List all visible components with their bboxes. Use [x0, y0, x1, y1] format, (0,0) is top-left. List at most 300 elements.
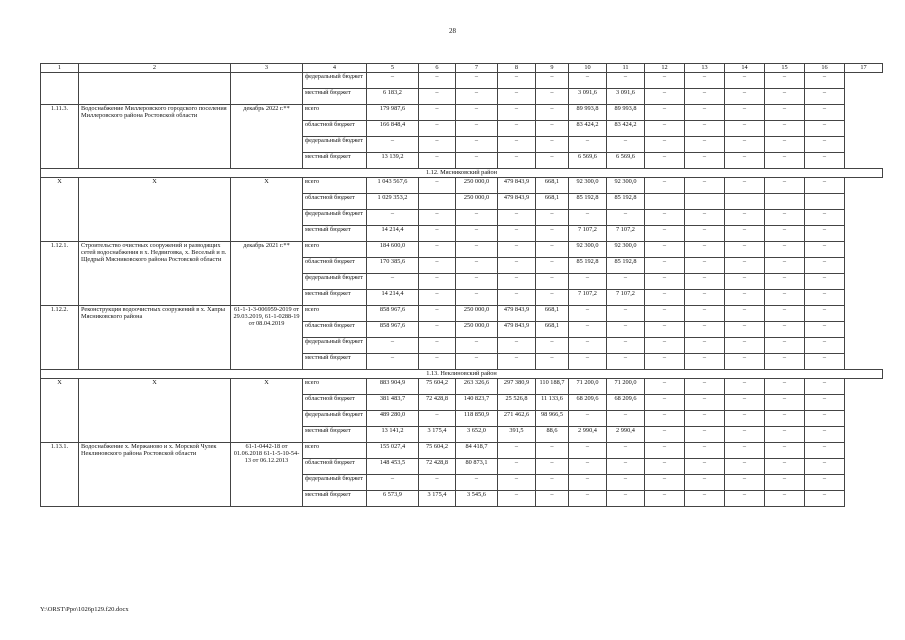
value-cell: –	[805, 395, 845, 411]
value-cell: –	[536, 491, 569, 507]
value-cell: –	[805, 475, 845, 491]
value-cell: 250 000,0	[456, 322, 498, 338]
header-row	[41, 64, 883, 73]
item-name: Х	[79, 178, 231, 242]
value-cell: –	[725, 105, 765, 121]
value-cell: –	[725, 306, 765, 322]
funding-source: федеральный бюджет	[303, 338, 367, 354]
funding-source: всего	[303, 178, 367, 194]
item-name	[79, 73, 231, 105]
value-cell: 3 175,4	[419, 427, 456, 443]
column-header: 2	[79, 64, 231, 73]
value-cell: 110 188,7	[536, 379, 569, 395]
value-cell: –	[765, 443, 805, 459]
value-cell: 6 573,9	[367, 491, 419, 507]
value-cell: 6 183,2	[367, 89, 419, 105]
value-cell: –	[685, 89, 725, 105]
value-cell: 184 600,0	[367, 242, 419, 258]
value-cell: 88,6	[536, 427, 569, 443]
table-row	[41, 443, 883, 459]
value-cell: –	[536, 137, 569, 153]
value-cell: –	[765, 258, 805, 274]
value-cell: –	[685, 274, 725, 290]
value-cell: 479 843,9	[498, 322, 536, 338]
funding-source: федеральный бюджет	[303, 137, 367, 153]
funding-source: областной бюджет	[303, 322, 367, 338]
value-cell: –	[367, 338, 419, 354]
value-cell: 71 200,0	[569, 379, 607, 395]
value-cell: 668,1	[536, 178, 569, 194]
value-cell: 250 000,0	[456, 178, 498, 194]
value-cell: 83 424,2	[569, 121, 607, 137]
column-header: 9	[536, 64, 569, 73]
value-cell: –	[765, 89, 805, 105]
column-header: 3	[231, 64, 303, 73]
value-cell: –	[725, 475, 765, 491]
file-path-footer: Y:\ORST\Ppo\1026p129.f20.docx	[40, 606, 129, 613]
value-cell: –	[685, 443, 725, 459]
value-cell: –	[685, 427, 725, 443]
value-cell: –	[456, 338, 498, 354]
value-cell: –	[765, 73, 805, 89]
item-date: декабрь 2022 г.**	[231, 105, 303, 169]
value-cell: –	[725, 137, 765, 153]
value-cell: –	[645, 459, 685, 475]
value-cell: –	[536, 274, 569, 290]
section-row	[41, 169, 883, 178]
value-cell: –	[569, 274, 607, 290]
column-header: 7	[456, 64, 498, 73]
value-cell: –	[725, 338, 765, 354]
item-number: Х	[41, 178, 79, 242]
value-cell: –	[456, 89, 498, 105]
value-cell: –	[569, 491, 607, 507]
value-cell: –	[607, 338, 645, 354]
value-cell: –	[456, 73, 498, 89]
value-cell: –	[456, 105, 498, 121]
value-cell: –	[498, 459, 536, 475]
value-cell: –	[685, 475, 725, 491]
value-cell: 85 192,8	[569, 258, 607, 274]
value-cell: –	[645, 354, 685, 370]
funding-source: федеральный бюджет	[303, 210, 367, 226]
value-cell: –	[685, 411, 725, 427]
value-cell: –	[765, 475, 805, 491]
value-cell: –	[645, 242, 685, 258]
item-number: 1.13.1.	[41, 443, 79, 507]
value-cell: –	[536, 121, 569, 137]
value-cell: 858 967,6	[367, 322, 419, 338]
value-cell: –	[765, 427, 805, 443]
column-header: 15	[765, 64, 805, 73]
funding-source: федеральный бюджет	[303, 475, 367, 491]
funding-source: областной бюджет	[303, 258, 367, 274]
section-title: 1.13. Неклиновский район	[41, 370, 883, 379]
value-cell: –	[456, 258, 498, 274]
value-cell: 263 326,6	[456, 379, 498, 395]
funding-source: всего	[303, 306, 367, 322]
value-cell: –	[645, 491, 685, 507]
value-cell: –	[805, 89, 845, 105]
value-cell: 85 192,8	[607, 194, 645, 210]
value-cell: –	[685, 210, 725, 226]
value-cell: 668,1	[536, 194, 569, 210]
value-cell: –	[367, 210, 419, 226]
value-cell: –	[765, 491, 805, 507]
value-cell: 75 604,2	[419, 443, 456, 459]
value-cell: –	[685, 137, 725, 153]
value-cell: –	[645, 306, 685, 322]
value-cell: –	[419, 274, 456, 290]
value-cell: –	[805, 338, 845, 354]
item-date: Х	[231, 178, 303, 242]
item-number: 1.12.2.	[41, 306, 79, 370]
value-cell: 6 569,6	[607, 153, 645, 169]
value-cell: –	[456, 226, 498, 242]
value-cell: –	[419, 338, 456, 354]
value-cell: 92 300,0	[569, 242, 607, 258]
value-cell: 489 280,0	[367, 411, 419, 427]
value-cell: –	[419, 290, 456, 306]
value-cell: –	[607, 354, 645, 370]
value-cell: –	[725, 395, 765, 411]
funding-source: местный бюджет	[303, 89, 367, 105]
value-cell: –	[805, 411, 845, 427]
value-cell: –	[607, 443, 645, 459]
value-cell: –	[805, 105, 845, 121]
column-header: 16	[805, 64, 845, 73]
value-cell: 83 424,2	[607, 121, 645, 137]
value-cell: –	[765, 379, 805, 395]
value-cell: –	[725, 242, 765, 258]
value-cell: –	[765, 137, 805, 153]
value-cell: –	[419, 105, 456, 121]
value-cell: –	[607, 491, 645, 507]
value-cell: 140 823,7	[456, 395, 498, 411]
value-cell: –	[805, 226, 845, 242]
item-date: декабрь 2021 г.**	[231, 242, 303, 306]
value-cell: –	[645, 427, 685, 443]
value-cell: –	[607, 137, 645, 153]
funding-source: местный бюджет	[303, 427, 367, 443]
value-cell: –	[805, 178, 845, 194]
value-cell: –	[645, 153, 685, 169]
value-cell: 3 652,0	[456, 427, 498, 443]
value-cell: –	[536, 258, 569, 274]
value-cell: –	[536, 89, 569, 105]
value-cell: –	[607, 210, 645, 226]
page-number: 28	[449, 27, 456, 35]
value-cell: –	[419, 210, 456, 226]
value-cell: –	[569, 411, 607, 427]
value-cell: 92 300,0	[607, 242, 645, 258]
value-cell: –	[569, 73, 607, 89]
value-cell: –	[498, 73, 536, 89]
value-cell: –	[645, 379, 685, 395]
value-cell: –	[419, 354, 456, 370]
value-cell: –	[805, 274, 845, 290]
value-cell: –	[498, 274, 536, 290]
value-cell: –	[569, 137, 607, 153]
value-cell: –	[645, 290, 685, 306]
value-cell: 858 967,6	[367, 306, 419, 322]
value-cell: –	[765, 338, 805, 354]
funding-source: местный бюджет	[303, 354, 367, 370]
value-cell: 68 209,6	[607, 395, 645, 411]
value-cell: 2 990,4	[607, 427, 645, 443]
column-header: 11	[607, 64, 645, 73]
value-cell: 391,5	[498, 427, 536, 443]
value-cell: –	[725, 322, 765, 338]
value-cell: –	[645, 411, 685, 427]
value-cell: –	[805, 322, 845, 338]
value-cell: –	[456, 274, 498, 290]
value-cell: –	[805, 258, 845, 274]
value-cell: –	[765, 306, 805, 322]
value-cell: 3 545,6	[456, 491, 498, 507]
funding-source: местный бюджет	[303, 290, 367, 306]
value-cell: –	[765, 121, 805, 137]
item-number	[41, 73, 79, 105]
value-cell: –	[419, 121, 456, 137]
funding-source: местный бюджет	[303, 491, 367, 507]
value-cell: 14 214,4	[367, 226, 419, 242]
value-cell: –	[685, 354, 725, 370]
value-cell: 3 091,6	[607, 89, 645, 105]
value-cell: –	[645, 105, 685, 121]
value-cell: –	[569, 338, 607, 354]
item-name: Водоснабжение х. Мержаново и х. Морской Чулек Неклиновского района Ростовской области	[79, 443, 231, 507]
value-cell: –	[725, 459, 765, 475]
value-cell: 68 209,6	[569, 395, 607, 411]
value-cell: –	[536, 242, 569, 258]
value-cell: –	[725, 354, 765, 370]
funding-source: федеральный бюджет	[303, 274, 367, 290]
item-name: Водоснабжение Миллеровского городского поселения Миллеровского района Ростовской области	[79, 105, 231, 169]
value-cell: –	[685, 258, 725, 274]
value-cell	[419, 194, 456, 210]
value-cell: –	[456, 153, 498, 169]
item-number: 1.12.1.	[41, 242, 79, 306]
value-cell: 84 418,7	[456, 443, 498, 459]
value-cell: –	[419, 242, 456, 258]
value-cell: –	[536, 210, 569, 226]
value-cell: 72 428,8	[419, 395, 456, 411]
value-cell: –	[367, 73, 419, 89]
value-cell: 170 385,6	[367, 258, 419, 274]
column-header: 10	[569, 64, 607, 73]
value-cell: –	[725, 121, 765, 137]
value-cell: 479 843,9	[498, 178, 536, 194]
value-cell: –	[765, 290, 805, 306]
value-cell: –	[685, 73, 725, 89]
item-date: 61-1-1-3-006959-2019 от 29.03.2019, 61-1-0288-19 от 08.04.2019	[231, 306, 303, 370]
value-cell: 155 027,4	[367, 443, 419, 459]
value-cell: –	[645, 443, 685, 459]
value-cell: –	[456, 210, 498, 226]
value-cell: –	[419, 137, 456, 153]
value-cell: –	[498, 242, 536, 258]
value-cell: –	[805, 306, 845, 322]
value-cell: –	[725, 274, 765, 290]
value-cell: –	[805, 242, 845, 258]
value-cell: –	[569, 210, 607, 226]
value-cell: –	[765, 226, 805, 242]
value-cell: –	[419, 73, 456, 89]
value-cell: –	[645, 274, 685, 290]
value-cell: 118 850,9	[456, 411, 498, 427]
value-cell: –	[419, 475, 456, 491]
value-cell: –	[607, 73, 645, 89]
value-cell: –	[805, 121, 845, 137]
value-cell: 7 107,2	[569, 226, 607, 242]
value-cell: –	[419, 226, 456, 242]
value-cell: –	[765, 395, 805, 411]
value-cell: 13 139,2	[367, 153, 419, 169]
column-header: 12	[645, 64, 685, 73]
table-row	[41, 73, 883, 89]
value-cell: –	[725, 379, 765, 395]
value-cell: –	[645, 137, 685, 153]
value-cell: 98 966,5	[536, 411, 569, 427]
value-cell: –	[419, 411, 456, 427]
column-header: 1	[41, 64, 79, 73]
value-cell: –	[607, 322, 645, 338]
value-cell: –	[536, 338, 569, 354]
value-cell: 92 300,0	[607, 178, 645, 194]
value-cell: –	[456, 242, 498, 258]
value-cell: –	[419, 153, 456, 169]
value-cell: 668,1	[536, 322, 569, 338]
value-cell: –	[536, 443, 569, 459]
value-cell: –	[805, 379, 845, 395]
value-cell: –	[685, 290, 725, 306]
value-cell: –	[498, 475, 536, 491]
value-cell: –	[569, 459, 607, 475]
table-row	[41, 306, 883, 322]
value-cell: –	[498, 491, 536, 507]
table-row	[41, 379, 883, 395]
value-cell: –	[685, 459, 725, 475]
value-cell: 668,1	[536, 306, 569, 322]
value-cell: –	[498, 137, 536, 153]
funding-source: областной бюджет	[303, 395, 367, 411]
value-cell: –	[367, 475, 419, 491]
column-header: 14	[725, 64, 765, 73]
value-cell: 381 483,7	[367, 395, 419, 411]
value-cell: –	[685, 226, 725, 242]
item-name: Строительство очистных сооружений и разводящих сетей водоснабжения в х. Недвиговка, х. Веселый и п. Щедрый Мясниковского района Ростовской области	[79, 242, 231, 306]
value-cell: –	[645, 89, 685, 105]
value-cell: –	[725, 73, 765, 89]
budget-table	[40, 63, 883, 507]
funding-source: местный бюджет	[303, 226, 367, 242]
funding-source: областной бюджет	[303, 121, 367, 137]
value-cell: –	[725, 290, 765, 306]
value-cell	[685, 194, 725, 210]
funding-source: федеральный бюджет	[303, 73, 367, 89]
value-cell: –	[805, 354, 845, 370]
value-cell: –	[569, 354, 607, 370]
value-cell: –	[645, 121, 685, 137]
value-cell: –	[419, 306, 456, 322]
value-cell: –	[569, 306, 607, 322]
value-cell: –	[725, 491, 765, 507]
value-cell: –	[645, 73, 685, 89]
value-cell: –	[419, 322, 456, 338]
value-cell: –	[685, 322, 725, 338]
value-cell	[805, 194, 845, 210]
value-cell: 1 029 353,2	[367, 194, 419, 210]
item-number: 1.11.3.	[41, 105, 79, 169]
value-cell	[645, 194, 685, 210]
value-cell: –	[367, 274, 419, 290]
value-cell: –	[607, 274, 645, 290]
value-cell: –	[569, 443, 607, 459]
value-cell: –	[765, 105, 805, 121]
item-date: 61-1-0442-18 от 01.06.2018 61-1-5-10-54-13 от 06.12.2013	[231, 443, 303, 507]
table-row	[41, 105, 883, 121]
value-cell: 271 462,6	[498, 411, 536, 427]
value-cell: 7 107,2	[607, 290, 645, 306]
column-header: 5	[367, 64, 419, 73]
value-cell: –	[498, 105, 536, 121]
funding-source: всего	[303, 443, 367, 459]
value-cell	[765, 194, 805, 210]
value-cell: –	[725, 89, 765, 105]
value-cell: –	[645, 322, 685, 338]
value-cell: 75 604,2	[419, 379, 456, 395]
value-cell: –	[805, 443, 845, 459]
column-header: 13	[685, 64, 725, 73]
value-cell: –	[645, 226, 685, 242]
value-cell: –	[685, 121, 725, 137]
value-cell: –	[645, 258, 685, 274]
table-row	[41, 242, 883, 258]
value-cell: –	[456, 121, 498, 137]
value-cell: –	[685, 178, 725, 194]
value-cell: 89 993,8	[569, 105, 607, 121]
value-cell: 89 993,8	[607, 105, 645, 121]
item-number: Х	[41, 379, 79, 443]
value-cell: –	[645, 178, 685, 194]
value-cell: –	[536, 354, 569, 370]
value-cell: –	[725, 411, 765, 427]
value-cell: –	[607, 411, 645, 427]
value-cell: 80 873,1	[456, 459, 498, 475]
value-cell: –	[765, 242, 805, 258]
value-cell: –	[536, 290, 569, 306]
value-cell: 297 380,9	[498, 379, 536, 395]
value-cell: –	[498, 258, 536, 274]
value-cell: –	[765, 178, 805, 194]
value-cell: –	[498, 226, 536, 242]
value-cell: 72 428,8	[419, 459, 456, 475]
value-cell	[725, 194, 765, 210]
value-cell: –	[498, 121, 536, 137]
value-cell: –	[725, 178, 765, 194]
value-cell: 479 843,9	[498, 306, 536, 322]
value-cell: –	[805, 491, 845, 507]
funding-source: всего	[303, 105, 367, 121]
value-cell: –	[765, 153, 805, 169]
value-cell: –	[685, 242, 725, 258]
value-cell: 3 175,4	[419, 491, 456, 507]
table-row	[41, 178, 883, 194]
value-cell: 14 214,4	[367, 290, 419, 306]
value-cell: 166 848,4	[367, 121, 419, 137]
value-cell: –	[419, 89, 456, 105]
